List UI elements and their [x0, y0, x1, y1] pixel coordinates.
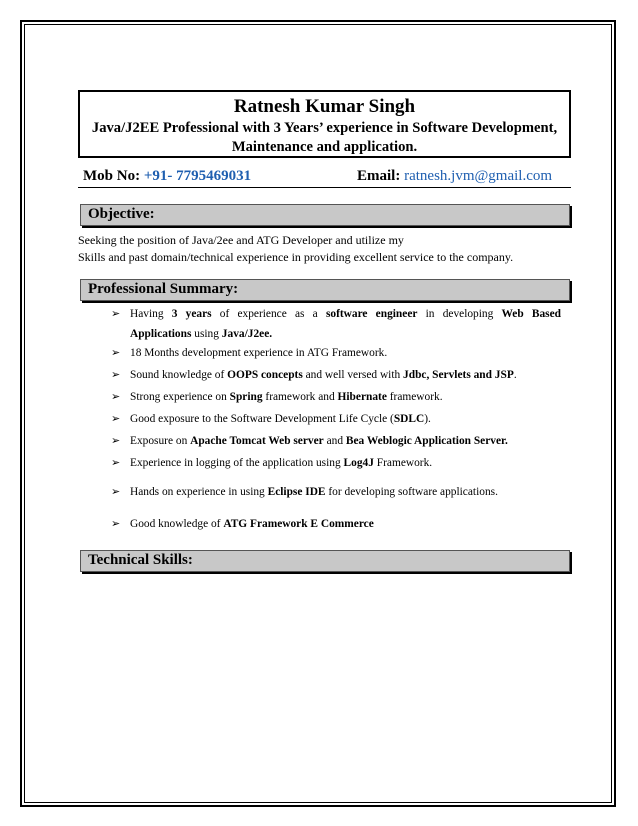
- summary-item-text: Sound knowledge of OOPS concepts and well versed with Jdbc, Servlets and JSP.: [130, 369, 517, 381]
- candidate-name: Ratnesh Kumar Singh: [233, 96, 416, 117]
- email-label: Email:: [357, 168, 405, 184]
- summary-heading: Professional Summary:: [88, 281, 239, 297]
- tagline-line-1: Java/J2EE Professional with 3 Years’ experience in Software Development,: [91, 120, 558, 136]
- contact-row: [80, 168, 570, 188]
- arrow-bullet-icon: ➢: [111, 369, 121, 381]
- arrow-bullet-icon: ➢: [111, 347, 121, 359]
- summary-item-text: Strong experience on Spring framework and Hibernate framework.: [130, 391, 443, 403]
- summary-item-text: 18 Months development experience in ATG Framework.: [130, 347, 388, 359]
- mobile-number: +91- 7795469031: [143, 168, 252, 184]
- list-item: [111, 343, 561, 363]
- arrow-bullet-icon: ➢: [111, 308, 121, 320]
- summary-item-text: Good exposure to the Software Development Life Cycle (SDLC).: [130, 413, 431, 425]
- list-item: [111, 514, 561, 534]
- summary-item-text: Hands on experience in using Eclipse IDE for developing software applications.: [130, 486, 498, 498]
- summary-item-text: Having 3 years of experience as a software engineer in developing Web Based: [130, 308, 561, 320]
- arrow-bullet-icon: ➢: [111, 457, 121, 469]
- arrow-bullet-icon: ➢: [111, 518, 121, 530]
- arrow-bullet-icon: ➢: [111, 435, 121, 447]
- list-item: [111, 431, 561, 451]
- technical-skills-heading: Technical Skills:: [88, 552, 193, 568]
- mobile-label: Mob No:: [83, 168, 144, 184]
- arrow-bullet-icon: ➢: [111, 391, 121, 403]
- email-link[interactable]: ratnesh.jvm@gmail.com: [404, 168, 553, 184]
- summary-item-text-cont: Applications using Java/J2ee.: [130, 328, 273, 340]
- list-item: [111, 365, 561, 385]
- list-item: [111, 409, 561, 429]
- list-item: [111, 304, 561, 344]
- technical-skills-heading-box: [80, 550, 570, 572]
- arrow-bullet-icon: ➢: [111, 486, 121, 498]
- list-item: [111, 453, 561, 473]
- summary-item-text: Good knowledge of ATG Framework E Commerce: [130, 518, 374, 530]
- objective-heading-box: [80, 204, 570, 226]
- email-entry: [357, 168, 552, 185]
- objective-line-1: Seeking the position of Java/2ee and ATG Developer and utilize my: [78, 233, 404, 247]
- objective-heading: Objective:: [88, 206, 155, 222]
- summary-item-text: Experience in logging of the application using Log4J Framework.: [130, 457, 433, 469]
- list-item: [111, 387, 561, 407]
- objective-line-2: Skills and past domain/technical experience in providing excellent service to the company.: [78, 250, 514, 264]
- summary-heading-box: [80, 279, 570, 301]
- mobile-entry: [83, 168, 251, 185]
- list-item: [111, 482, 561, 502]
- arrow-bullet-icon: ➢: [111, 413, 121, 425]
- objective-text: [78, 232, 578, 266]
- contact-divider: [78, 187, 571, 188]
- tagline-line-2: Maintenance and application.: [231, 139, 418, 155]
- summary-item-text: Exposure on Apache Tomcat Web server and Bea Weblogic Application Server.: [130, 435, 508, 447]
- resume-header: [78, 90, 571, 158]
